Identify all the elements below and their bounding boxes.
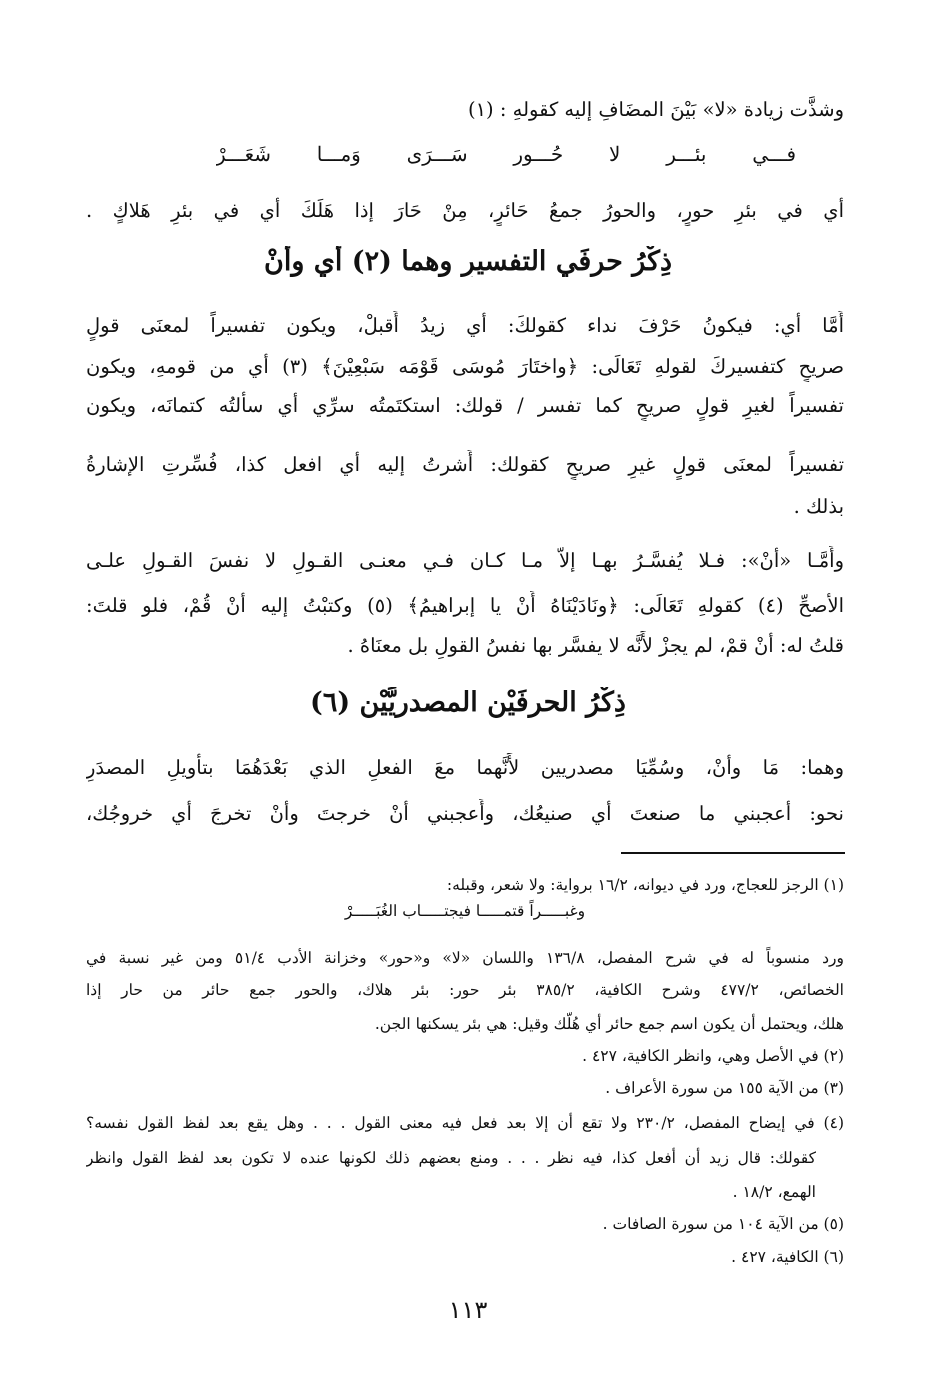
paragraph-line: نحو: أعجبني ما صنعتَ أي صنيعُك، وأَعجبني أنْ خرجتَ وأنْ تخرجَ أي خروجُك، (86, 802, 844, 825)
footnote-line: كقولك: قال زيد أن أفعل كذا، فيه نظر . . . ومنع بعضهم ذلك لكونها عنده لا تكون بعد لفظ القول وانظر (86, 1149, 816, 1167)
text-line: أي في بئرِ حورٍ، والحورُ جمعُ حَائرٍ، مِنْ حَارَ إذا هَلَكَ أي في بئرِ هَلاكٍ . (86, 199, 844, 222)
paragraph-line: قلتُ له: أنْ قمْ، لم يجزْ لأَنَّه لا يفسَّر بها نفسُ القولِ بل معنَاهُ . (347, 634, 844, 657)
paragraph-line: وأَمَّـا «أنْ»: فـلا يُفسَّـرُ بهـا إلاّ مـا كـان فـي معنـى القـولِ لا نفسَ القـولِ علـى (86, 549, 844, 572)
footnote-verse: وغبـــــراً قتمـــــا فيجتـــــاب الغُبَـــــرْ (344, 902, 586, 920)
footnote-line: (٥) من الآية ١٠٤ من سورة الصافات . (602, 1215, 844, 1233)
paragraph-line: صريحٍ كتفسيركَ لقولهِ تَعَالَى: ﴿واختَارَ مُوسَى قَوْمَه سَبْعِيْنَ﴾ (٣) أي من قومهِ، ويكون (86, 355, 844, 378)
footnote-line: (١) الرجز للعجاج، ورد في ديوانه، ١٦/٢ برواية: ولا شعر، وقبله: (446, 876, 844, 894)
page-number: ١١٣ (448, 1296, 488, 1324)
footnote-separator (621, 852, 845, 854)
paragraph-line: بذلك . (793, 495, 844, 518)
paragraph-line: أَمَّا أي: فيكونُ حَرْفَ نداء كقولكَ: أي زيدُ أَقبلْ، ويكون تفسيراً لمعنَى قولٍ (86, 314, 844, 337)
footnote-line: هلك، ويحتمل أن يكون اسم جمع حائر أي هُلَّك وقيل: هي بئر يسكنها الجن. (374, 1015, 844, 1033)
footnote-line: (٦) الكافية، ٤٢٧ . (731, 1248, 844, 1266)
footnote-line: ورد منسوباً له في شرح المفصل، ١٣٦/٨ واللسان «لا» و«حور» وخزانة الأدب ٥١/٤ ومن غير نسبة في (86, 949, 844, 967)
paragraph-line: وهما: مَا وأنْ، وسُمِّيَا مصدريين لأَنَّهما معَ الفعلِ الذي بَعْدَهُمَا بتأويلِ المصدَرِ (86, 756, 844, 779)
section-heading: ذِكْرُ الحرفَيْنِ المصدريَّيْنِ (٦) (310, 687, 626, 718)
footnote-line: الهمع، ١٨/٢ . (732, 1183, 816, 1201)
footnote-line: (٤) في إيضاح المفصل، ٢٣٠/٢ ولا تقع أن إلا بعد فعل فيه معنى القول . . . وهل يقع بعد لفظ القول نفسه؟ (86, 1114, 844, 1132)
paragraph-line: تفسيراً لغيرِ قولٍ صريحٍ كما تفسر / قولك: استكتَمتُه سرِّي أي سألتُه كتمانَه، ويكون (86, 394, 844, 417)
poem-verse: فـــي بئـــرِ لا حُـــورٍ سَـــرَى وَمـــا شَعَـــرْ (216, 142, 796, 166)
footnote-line: الخصائص، ٤٧٧/٢ وشرح الكافية، ٣٨٥/٢ بئر حور: بئر هلاك، والحور جمع حائر من حار إذا (86, 981, 844, 999)
section-heading: ذِكْرُ حرفَي التفسيرِ وهما (٢) أي وأنْ (263, 246, 673, 277)
footnote-line: (٢) في الأصل وهي، وانظر الكافية، ٤٢٧ . (582, 1047, 844, 1065)
paragraph-line: تفسيراً لمعنَى قولٍ غيرِ صريحٍ كقولك: أَشرتُ إليه أي افعل كذا، فُسِّرتِ الإشارةُ (86, 453, 844, 476)
footnote-line: (٣) من الآية ١٥٥ من سورة الأعراف . (605, 1079, 844, 1097)
paragraph-line: الأصحِّ (٤) كقولهِ تَعَالَى: ﴿ونَادَيْنَاهُ أَنْ يا إبراهيمُ﴾ (٥) وكتبْتُ إليه أنْ قُمْ، فلو قلتَ: (86, 594, 844, 617)
text-line: وشذَّت زيادة «لا» بَيْنَ المضَافِ إليه كقولهِ : (١) (467, 98, 844, 121)
